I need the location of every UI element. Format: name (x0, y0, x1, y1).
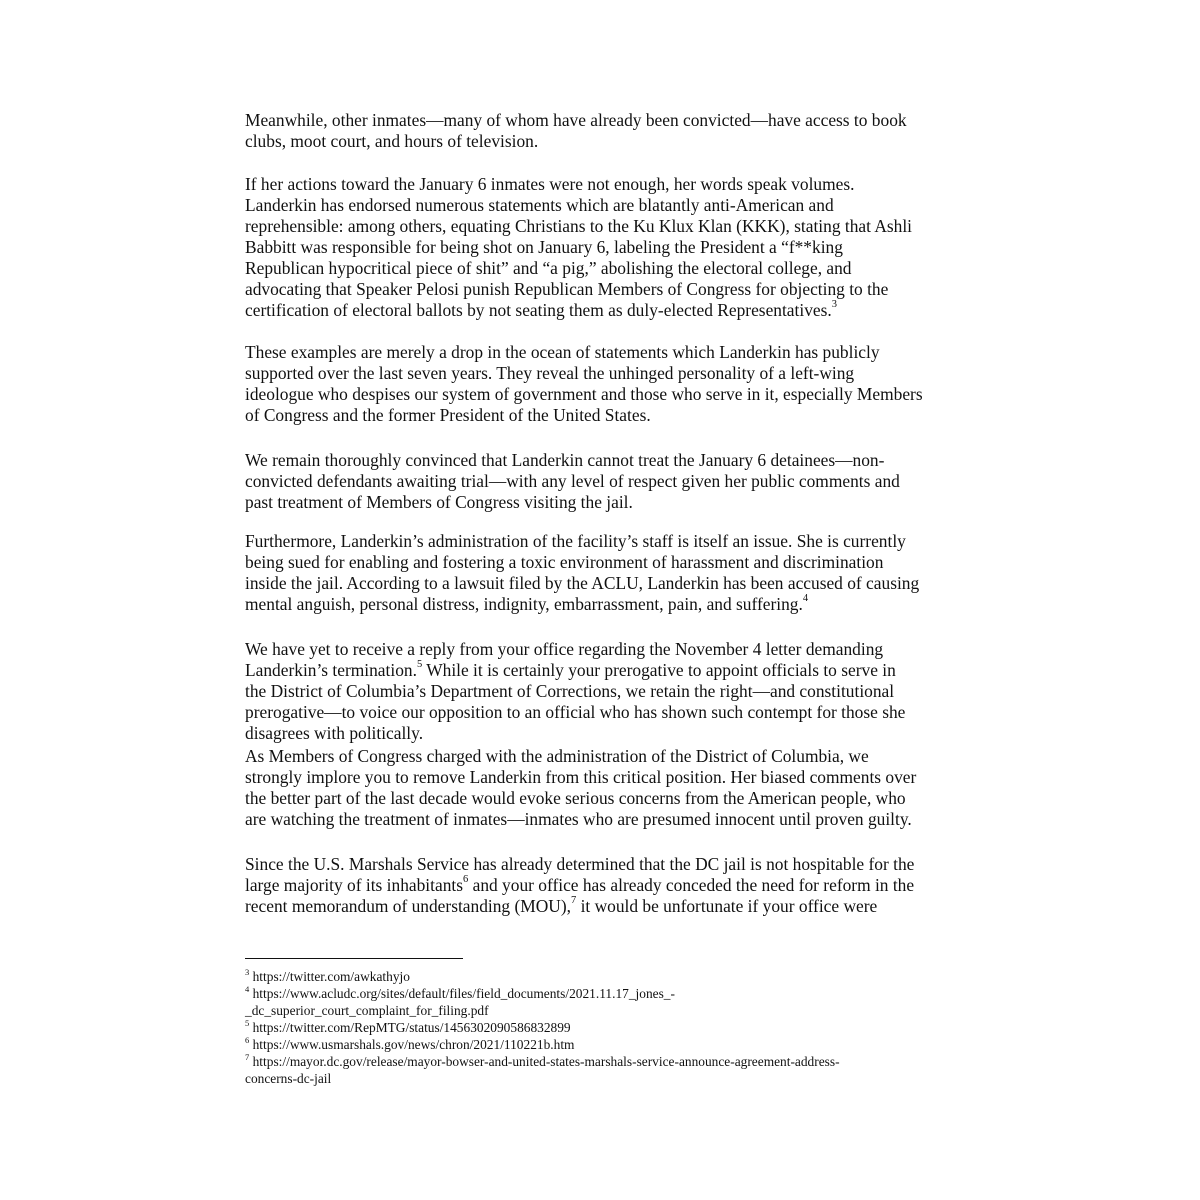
footnote-number: 7 (245, 1051, 250, 1062)
text-segment: certification of electoral ballots by not seating them as duly-elected Representatives. (245, 300, 832, 320)
text-line: As Members of Congress charged with the administration of the District of Columbia, we (245, 746, 869, 766)
text-line: clubs, moot court, and hours of television. (245, 131, 539, 151)
text-line: inside the jail. According to a lawsuit filed by the ACLU, Landerkin has been accused of causing (245, 573, 920, 593)
text-line (245, 594, 919, 615)
text-line: disagrees with politically. (245, 723, 424, 743)
text-line (245, 875, 914, 896)
footnote-ref-6[interactable]: 6 (463, 874, 469, 886)
text-line (245, 896, 914, 917)
text-segment: it would be unfortunate if your office were (576, 896, 878, 916)
footnote-line (245, 1053, 960, 1070)
text-line (245, 660, 905, 681)
paragraph-reply (245, 639, 905, 744)
text-line: We remain thoroughly convinced that Landerkin cannot treat the January 6 detainees—non- (245, 450, 885, 470)
text-line: Republican hypocritical piece of shit” and “a pig,” abolishing the electoral college, and (245, 258, 852, 278)
text-line: prerogative—to voice our opposition to an official who has shown such contempt for those she (245, 702, 906, 722)
footnotes-section (245, 968, 960, 1087)
text-line: the better part of the last decade would evoke serious concerns from the American people, who (245, 788, 906, 808)
text-segment: and your office has already conceded the need for reform in the (468, 875, 915, 895)
text-line: We have yet to receive a reply from your office regarding the November 4 letter demanding (245, 639, 884, 659)
footnote-link[interactable]: https://www.acludc.org/sites/default/files/field_documents/2021.11.17_jones_- (252, 986, 675, 1001)
text-line: convicted defendants awaiting trial—with any level of respect given her public comments and (245, 471, 900, 491)
footnote-divider (245, 958, 463, 959)
footnote-ref-4[interactable]: 4 (802, 593, 809, 605)
text-line: If her actions toward the January 6 inmates were not enough, her words speak volumes. (245, 174, 855, 194)
text-segment: Landerkin’s termination. (245, 660, 417, 680)
footnote-line (245, 968, 960, 985)
text-line: the District of Columbia’s Department of Corrections, we retain the right—and constitutional (245, 681, 895, 701)
footnote-5 (245, 1019, 960, 1036)
footnote-number: 5 (245, 1017, 250, 1028)
footnote-link[interactable]: https://www.usmarshals.gov/news/chron/2021/110221b.htm (252, 1037, 575, 1052)
text-line: of Congress and the former President of the United States. (245, 405, 651, 425)
text-line: Since the U.S. Marshals Service has already determined that the DC jail is not hospitable for the (245, 854, 915, 874)
footnote-4 (245, 985, 960, 1019)
footnote-link[interactable]: https://mayor.dc.gov/release/mayor-bowser-and-united-states-marshals-service-announce-agreement-address- (252, 1054, 840, 1069)
paragraph-examples (245, 342, 923, 426)
footnote-link[interactable]: https://twitter.com/awkathyjo (252, 969, 410, 984)
paragraph-inmates-access (245, 110, 907, 152)
text-line: Meanwhile, other inmates—many of whom have already been convicted—have access to book (245, 110, 907, 130)
footnote-line (245, 1019, 960, 1036)
text-segment: recent memorandum of understanding (MOU), (245, 896, 571, 916)
text-line: Furthermore, Landerkin’s administration of the facility’s staff is itself an issue. She is currently (245, 531, 906, 551)
footnote-ref-3[interactable]: 3 (831, 299, 837, 311)
footnote-ref-5[interactable]: 5 (416, 659, 423, 671)
text-line: being sued for enabling and fostering a toxic environment of harassment and discrimination (245, 552, 884, 572)
paragraph-implore (245, 746, 916, 830)
text-line: Landerkin has endorsed numerous statements which are blatantly anti-American and (245, 195, 834, 215)
footnote-number: 4 (245, 983, 250, 994)
text-line: supported over the last seven years. They reveal the unhinged personality of a left-wing (245, 363, 855, 383)
footnote-link[interactable]: https://twitter.com/RepMTG/status/1456302090586832899 (252, 1020, 571, 1035)
text-line: strongly implore you to remove Landerkin from this critical position. Her biased comments over (245, 767, 917, 787)
footnote-number: 6 (245, 1034, 250, 1045)
text-line (245, 300, 912, 321)
footnote-7 (245, 1053, 960, 1087)
paragraph-statements (245, 174, 912, 321)
footnote-line (245, 1036, 960, 1053)
footnote-line-continued[interactable]: concerns-dc-jail (245, 1071, 332, 1086)
text-line: advocating that Speaker Pelosi punish Republican Members of Congress for objecting to the (245, 279, 889, 299)
footnote-6 (245, 1036, 960, 1053)
text-line: These examples are merely a drop in the ocean of statements which Landerkin has publicly (245, 342, 880, 362)
paragraph-convinced (245, 450, 900, 513)
text-segment: large majority of its inhabitants (245, 875, 463, 895)
text-line: Babbitt was responsible for being shot on January 6, labeling the President a “f**king (245, 237, 843, 257)
footnote-3 (245, 968, 960, 985)
paragraph-administration (245, 531, 919, 615)
footnote-line (245, 985, 960, 1002)
paragraph-marshals (245, 854, 914, 917)
text-segment: While it is certainly your prerogative to appoint officials to serve in (422, 660, 896, 680)
text-line: are watching the treatment of inmates—inmates who are presumed innocent until proven guilty. (245, 809, 912, 829)
text-line: past treatment of Members of Congress visiting the jail. (245, 492, 633, 512)
footnote-ref-7[interactable]: 7 (570, 895, 577, 907)
footnote-line-continued[interactable]: _dc_superior_court_complaint_for_filing.pdf (245, 1003, 489, 1018)
footnote-number: 3 (245, 966, 250, 977)
text-segment: mental anguish, personal distress, indignity, embarrassment, pain, and suffering. (245, 594, 803, 614)
text-line: reprehensible: among others, equating Christians to the Ku Klux Klan (KKK), stating that Ashli (245, 216, 913, 236)
text-line: ideologue who despises our system of government and those who serve in it, especially Members (245, 384, 923, 404)
